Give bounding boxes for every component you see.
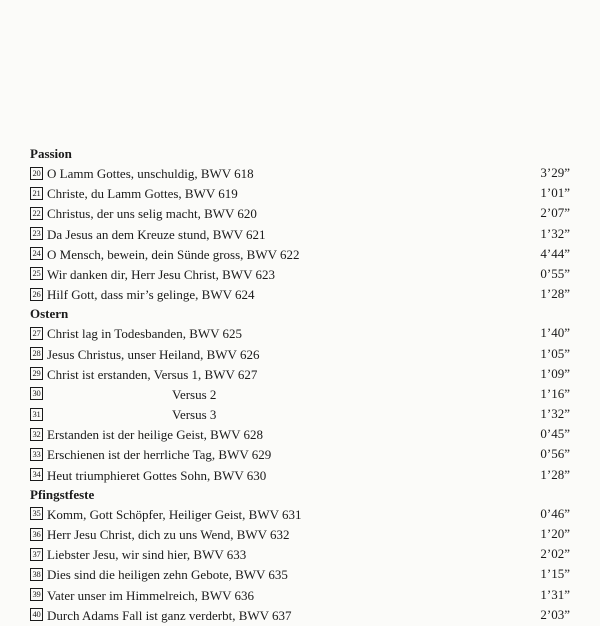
track-title: Durch Adams Fall ist ganz verderbt, BWV 637 xyxy=(47,607,292,623)
track-row xyxy=(30,465,570,485)
track-number: 27 xyxy=(30,327,43,340)
track-title: O Lamm Gottes, unschuldig, BWV 618 xyxy=(47,165,254,181)
track-title: Christ lag in Todesbanden, BWV 625 xyxy=(47,326,243,342)
track-title: Versus 2 xyxy=(172,386,217,402)
track-title: Hilf Gott, dass mir’s gelinge, BWV 624 xyxy=(47,287,255,303)
track-number: 38 xyxy=(30,568,43,581)
track-number: 24 xyxy=(30,247,43,260)
track-number: 37 xyxy=(30,548,43,561)
track-duration: 1’28” xyxy=(540,286,570,302)
track-title: Komm, Gott Schöpfer, Heiliger Geist, BWV 631 xyxy=(47,506,302,522)
track-number: 35 xyxy=(30,507,43,520)
track-row xyxy=(30,424,570,444)
track-row xyxy=(30,163,570,183)
track-duration: 1’05” xyxy=(540,345,570,361)
track-duration: 0’55” xyxy=(540,265,570,281)
track-title: Christe, du Lamm Gottes, BWV 619 xyxy=(47,186,238,202)
track-row xyxy=(30,364,570,384)
track-duration: 2’03” xyxy=(540,606,570,622)
track-number: 33 xyxy=(30,448,43,461)
track-row xyxy=(30,344,570,364)
track-row xyxy=(30,203,570,223)
track-number: 31 xyxy=(30,408,43,421)
track-list xyxy=(30,145,570,625)
track-row xyxy=(30,323,570,343)
track-title: Dies sind die heiligen zehn Gebote, BWV 635 xyxy=(47,567,288,583)
track-title: Christ ist erstanden, Versus 1, BWV 627 xyxy=(47,366,258,382)
track-number: 40 xyxy=(30,608,43,621)
track-number: 26 xyxy=(30,288,43,301)
track-row xyxy=(30,444,570,464)
track-duration: 1’32” xyxy=(540,225,570,241)
track-duration: 2’02” xyxy=(540,546,570,562)
track-row xyxy=(30,544,570,564)
track-row xyxy=(30,504,570,524)
track-row xyxy=(30,384,570,404)
track-row xyxy=(30,244,570,264)
track-row xyxy=(30,564,570,584)
track-title: Herr Jesu Christ, dich zu uns Wend, BWV 632 xyxy=(47,526,290,542)
track-title: Heut triumphieret Gottes Sohn, BWV 630 xyxy=(47,467,267,483)
track-number: 21 xyxy=(30,187,43,200)
track-row xyxy=(30,524,570,544)
track-number: 28 xyxy=(30,347,43,360)
track-row xyxy=(30,605,570,625)
track-duration: 1’09” xyxy=(540,365,570,381)
track-duration: 1’16” xyxy=(540,385,570,401)
section-heading: Ostern xyxy=(30,306,69,322)
track-duration: 1’20” xyxy=(540,526,570,541)
track-title: Erstanden ist der heilige Geist, BWV 628 xyxy=(47,427,264,443)
track-title: Liebster Jesu, wir sind hier, BWV 633 xyxy=(47,547,247,563)
track-row xyxy=(30,585,570,605)
track-duration: 3’29” xyxy=(540,165,570,180)
track-number: 20 xyxy=(30,167,43,180)
track-title: Erschienen ist der herrliche Tag, BWV 629 xyxy=(47,447,272,463)
track-duration: 1’31” xyxy=(540,586,570,602)
track-section xyxy=(30,486,570,625)
track-number: 39 xyxy=(30,588,43,601)
track-section xyxy=(30,145,570,304)
track-title: Da Jesus an dem Kreuze stund, BWV 621 xyxy=(47,226,266,242)
track-section xyxy=(30,305,570,485)
track-number: 34 xyxy=(30,468,43,481)
track-number: 23 xyxy=(30,227,43,240)
track-number: 32 xyxy=(30,428,43,441)
section-heading: Pfingstfeste xyxy=(30,486,95,502)
section-heading: Passion xyxy=(30,146,72,161)
track-number: 30 xyxy=(30,387,43,400)
track-duration: 1’01” xyxy=(540,185,570,201)
track-duration: 4’44” xyxy=(540,245,570,261)
track-duration: 2’07” xyxy=(540,205,570,221)
track-duration: 1’32” xyxy=(540,406,570,422)
track-row xyxy=(30,264,570,284)
track-title: Wir danken dir, Herr Jesu Christ, BWV 623 xyxy=(47,266,275,282)
track-number: 36 xyxy=(30,528,43,541)
track-row xyxy=(30,224,570,244)
track-duration: 0’45” xyxy=(540,426,570,442)
track-title: Jesus Christus, unser Heiland, BWV 626 xyxy=(47,346,260,362)
track-duration: 0’46” xyxy=(540,505,570,521)
track-number: 25 xyxy=(30,267,43,280)
track-number: 29 xyxy=(30,367,43,380)
track-title: O Mensch, bewein, dein Sünde gross, BWV 622 xyxy=(47,246,300,262)
track-row xyxy=(30,183,570,203)
track-duration: 1’28” xyxy=(540,466,570,482)
track-title: Christus, der uns selig macht, BWV 620 xyxy=(47,206,257,222)
track-duration: 1’40” xyxy=(540,325,570,341)
track-duration: 1’15” xyxy=(540,566,570,582)
track-row xyxy=(30,404,570,424)
track-row xyxy=(30,284,570,304)
track-number: 22 xyxy=(30,207,43,220)
track-duration: 0’56” xyxy=(540,446,570,462)
track-title: Vater unser im Himmelreich, BWV 636 xyxy=(47,587,254,603)
track-title: Versus 3 xyxy=(172,406,217,422)
